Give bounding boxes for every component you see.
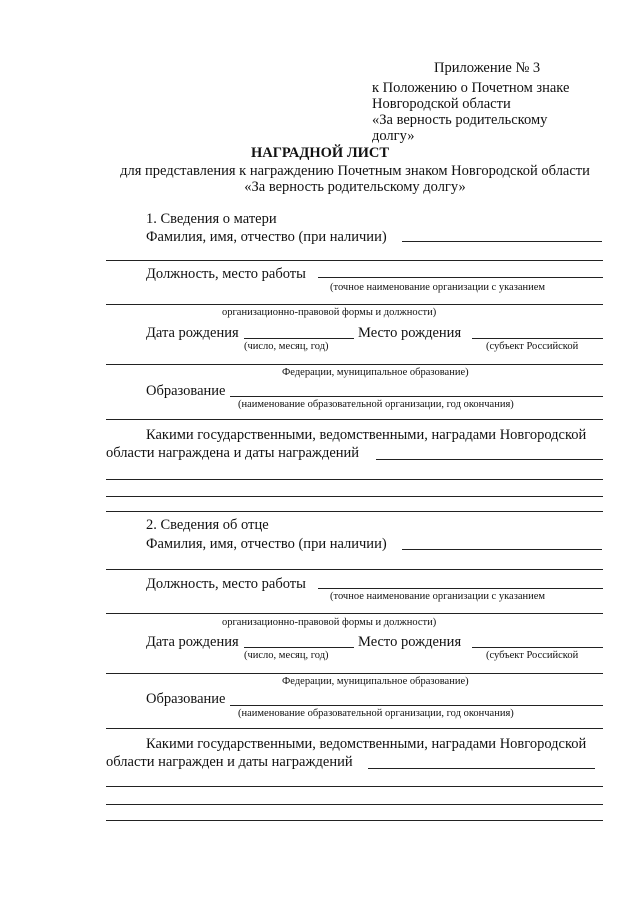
mother-edu-field-cont[interactable] [106, 419, 603, 420]
father-edu-label: Образование [146, 691, 226, 707]
father-name-field-cont[interactable] [106, 569, 603, 570]
subtitle-line-2: «За верность родительскому долгу» [244, 179, 466, 195]
mother-edu-hint: (наименование образовательной организации, год окончания) [238, 399, 514, 410]
mother-dob-hint: (число, месяц, год) [244, 341, 329, 352]
father-pob-hint-1: (субъект Российской [486, 650, 579, 661]
mother-job-label: Должность, место работы [146, 266, 306, 282]
mother-awards-line-1: Какими государственными, ведомственными, наградами Новгородской [146, 427, 587, 443]
mother-section-header: 1. Сведения о матери [146, 211, 277, 227]
mother-awards-field-2[interactable] [106, 479, 603, 480]
mother-pob-label: Место рождения [358, 325, 462, 341]
father-pob-field-cont[interactable] [106, 673, 603, 674]
father-name-field[interactable] [402, 549, 602, 550]
father-awards-line-1: Какими государственными, ведомственными, наградами Новгородской [146, 736, 587, 752]
father-pob-field[interactable] [472, 647, 603, 648]
mother-pob-field-cont[interactable] [106, 364, 603, 365]
father-dob-hint: (число, месяц, год) [244, 650, 329, 661]
father-edu-field-cont[interactable] [106, 728, 603, 729]
father-edu-hint: (наименование образовательной организации, год окончания) [238, 708, 514, 719]
father-job-field[interactable] [318, 588, 603, 589]
mother-job-field-cont[interactable] [106, 304, 603, 305]
father-job-field-cont[interactable] [106, 613, 603, 614]
mother-awards-field[interactable] [376, 459, 603, 460]
father-section-header: 2. Сведения об отце [146, 517, 269, 533]
father-pob-label: Место рождения [358, 634, 462, 650]
mother-name-field[interactable] [402, 241, 602, 242]
father-awards-field-3[interactable] [106, 804, 603, 805]
mother-dob-field[interactable] [244, 338, 354, 339]
father-dob-field[interactable] [244, 647, 354, 648]
mother-pob-hint-2: Федерации, муниципальное образование) [282, 367, 469, 378]
mother-pob-field[interactable] [472, 338, 603, 339]
mother-awards-line-2: области награждена и даты награждений [106, 445, 360, 461]
father-awards-field-2[interactable] [106, 786, 603, 787]
father-name-label: Фамилия, имя, отчество (при наличии) [146, 536, 387, 552]
mother-awards-field-4[interactable] [106, 511, 603, 512]
document-title: НАГРАДНОЙ ЛИСТ [250, 145, 390, 161]
mother-job-hint-2: организационно-правовой формы и должности) [222, 307, 437, 318]
mother-name-field-cont[interactable] [106, 260, 603, 261]
mother-job-field[interactable] [318, 277, 603, 278]
subtitle-line-1: для представления к награждению Почетным знаком Новгородской области [120, 163, 590, 179]
father-edu-field[interactable] [230, 705, 603, 706]
mother-dob-label: Дата рождения [146, 325, 239, 341]
mother-pob-hint-1: (субъект Российской [486, 341, 579, 352]
appendix-title: Приложение № 3 [434, 60, 541, 76]
mother-edu-field[interactable] [230, 396, 603, 397]
father-job-hint-1: (точное наименование организации с указанием [330, 591, 546, 602]
mother-name-label: Фамилия, имя, отчество (при наличии) [146, 229, 387, 245]
appendix-line-3: «За верность родительскому [372, 112, 548, 128]
father-awards-field-4[interactable] [106, 820, 603, 821]
father-pob-hint-2: Федерации, муниципальное образование) [282, 676, 469, 687]
appendix-line-4: долгу» [372, 128, 415, 144]
father-job-hint-2: организационно-правовой формы и должности) [222, 617, 437, 628]
father-dob-label: Дата рождения [146, 634, 239, 650]
father-awards-line-2: области награжден и даты награждений [106, 754, 353, 770]
mother-edu-label: Образование [146, 383, 226, 399]
appendix-line-2: Новгородской области [372, 96, 511, 112]
mother-job-hint-1: (точное наименование организации с указанием [330, 282, 546, 293]
father-job-label: Должность, место работы [146, 576, 306, 592]
mother-awards-field-3[interactable] [106, 496, 603, 497]
father-awards-field[interactable] [368, 768, 595, 769]
appendix-line-1: к Положению о Почетном знаке [372, 80, 570, 96]
